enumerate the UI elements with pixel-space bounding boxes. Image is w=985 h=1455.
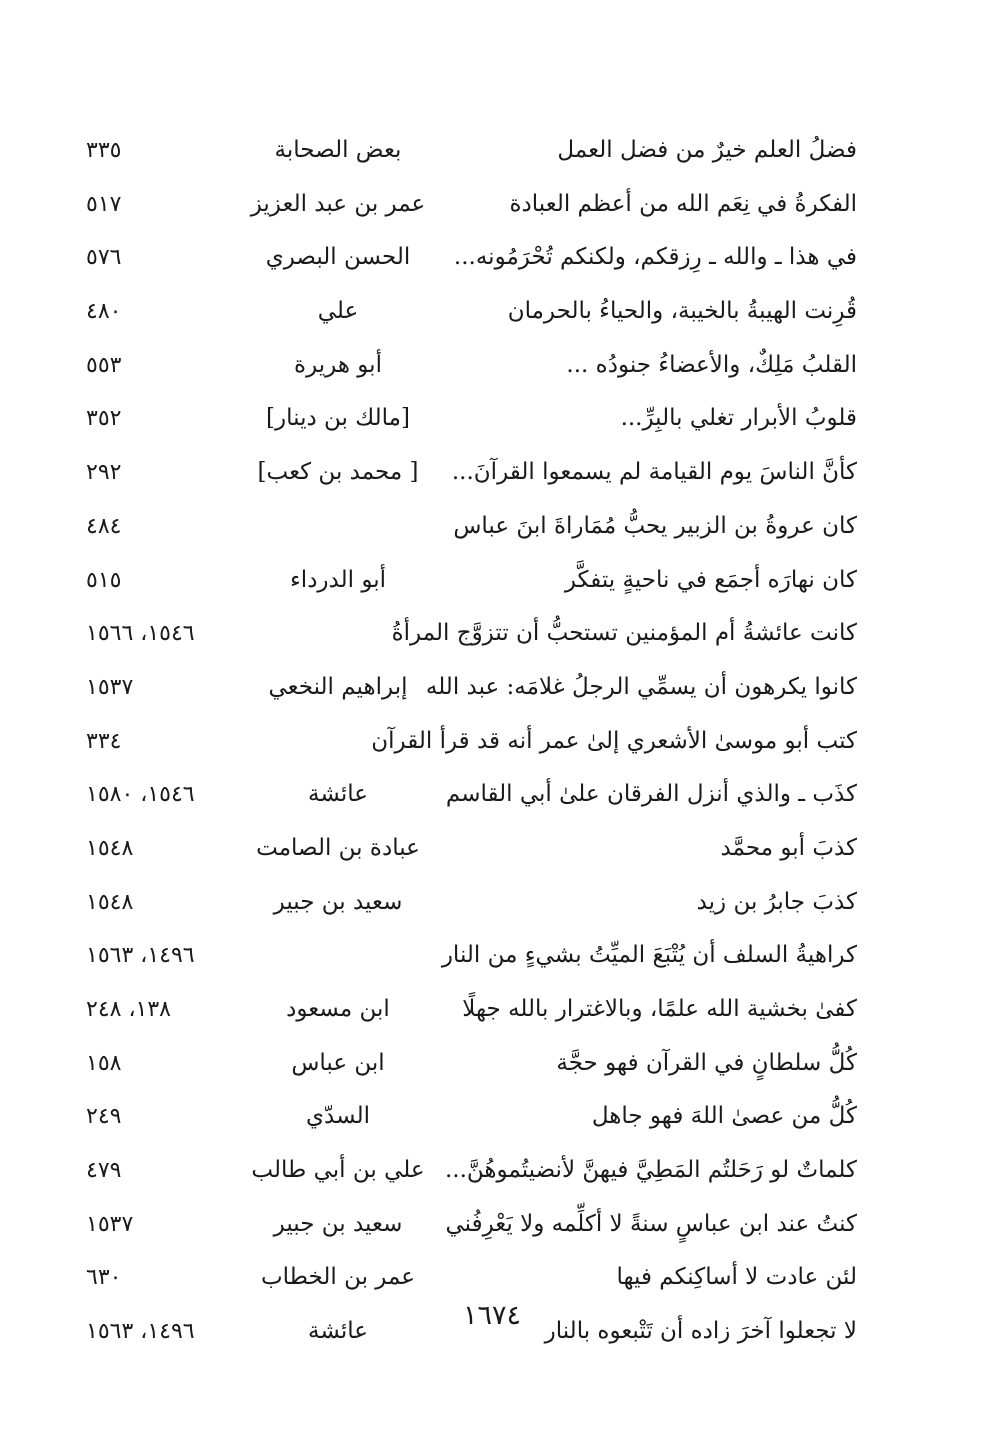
saying-text: كانوا يكرهون أن يسمِّي الرجلُ غلامَه: عبد الله xyxy=(425,673,857,700)
index-row xyxy=(0,768,985,822)
saying-text: كان عروةُ بن الزبير يحبُّ مُمَاراةَ ابنَ عباس xyxy=(453,512,857,539)
page-reference: ٥١٥ xyxy=(86,567,122,593)
page-reference: ٥٥٣ xyxy=(86,352,122,378)
narrator-name: عائشة xyxy=(308,781,368,808)
narrator-name: [مالك بن دينار] xyxy=(266,405,410,432)
page-reference: ٣٣٥ xyxy=(86,138,122,163)
index-row xyxy=(0,231,985,285)
narrator-name: [ محمد بن كعب] xyxy=(257,459,419,486)
saying-text: في هذا ـ والله ـ رِزقكم، ولكنكم تُحْرَمُونه... xyxy=(453,244,857,271)
page-reference: ٥٧٦ xyxy=(86,245,122,271)
sayings-index-table xyxy=(0,124,985,1359)
saying-text: لا تجعلوا آخرَ زاده أن تَتْبعوه بالنار xyxy=(544,1318,857,1345)
narrator-name xyxy=(238,715,438,769)
narrator-name: علي xyxy=(317,298,359,325)
saying-text: الفكرةُ في نِعَم الله من أعظم العبادة xyxy=(509,190,857,217)
page-reference: ٢٤٩ xyxy=(86,1104,122,1130)
page-reference: ١٤٩٦، ١٥٦٣ xyxy=(86,1319,195,1345)
index-row xyxy=(0,446,985,500)
narrator-name: عبادة بن الصامت xyxy=(256,834,420,861)
narrator-name: سعيد بن جبير xyxy=(273,888,403,915)
page-reference: ٥١٧ xyxy=(86,191,122,217)
saying-text: القلبُ مَلِكٌ، والأعضاءُ جنودُه ... xyxy=(566,351,857,378)
index-row xyxy=(0,500,985,554)
saying-text: كفىٰ بخشية الله علمًا، وبالاغترار بالله جهلًا xyxy=(462,996,857,1022)
page-reference: ١٥٣٧ xyxy=(86,674,134,700)
index-row xyxy=(0,661,985,715)
narrator-name: أبو الدرداء xyxy=(289,566,386,593)
saying-text: كان نهارَه أجمَع في ناحيةٍ يتفكَّر xyxy=(564,566,857,593)
page-reference: ٤٧٩ xyxy=(86,1158,122,1184)
index-row xyxy=(0,124,985,178)
page-reference: ١٥٤٨ xyxy=(86,889,134,915)
page-reference: ١٥٤٨ xyxy=(86,835,134,861)
saying-text: كُلُّ من عصىٰ اللهَ فهو جاهل xyxy=(591,1103,857,1130)
narrator-name: عمر بن الخطاب xyxy=(260,1264,415,1291)
page-reference: ٤٨٠ xyxy=(86,299,122,325)
narrator-name xyxy=(238,929,438,983)
index-row xyxy=(0,715,985,769)
index-row xyxy=(0,285,985,339)
page-reference: ٤٨٤ xyxy=(86,513,122,539)
saying-text: لئن عادت لا أساكِنكم فيها xyxy=(616,1264,857,1291)
narrator-name xyxy=(238,500,438,554)
narrator-name: بعض الصحابة xyxy=(274,137,402,163)
narrator-name: ابن عباس xyxy=(291,1049,385,1076)
saying-text: كراهيةُ السلف أن يُتْبَعَ الميِّتُ بشيءٍ من النار xyxy=(441,942,857,969)
narrator-name xyxy=(238,607,438,661)
page-reference: ١٣٨، ٢٤٨ xyxy=(86,997,171,1022)
page-reference: ١٥٣٧ xyxy=(86,1211,134,1237)
page-reference: ١٥٤٦، ١٥٦٦ xyxy=(86,621,195,647)
index-row xyxy=(0,1198,985,1252)
narrator-name: سعيد بن جبير xyxy=(273,1210,403,1237)
saying-text: فضلُ العلم خيرٌ من فضل العمل xyxy=(557,137,857,163)
saying-text: كأنَّ الناسَ يوم القيامة لم يسمعوا القرآنَ... xyxy=(451,459,857,486)
narrator-name: عمر بن عبد العزيز xyxy=(250,190,426,217)
page-reference: ١٥٤٦، ١٥٨٠ xyxy=(86,782,195,808)
index-row xyxy=(0,339,985,393)
narrator-name: ابن مسعود xyxy=(286,996,390,1022)
index-row xyxy=(0,607,985,661)
saying-text: كذبَ جابرُ بن زيد xyxy=(696,888,857,915)
saying-text: كذبَ أبو محمَّد xyxy=(720,834,857,861)
saying-text: قُرِنت الهيبةُ بالخيبة، والحياءُ بالحرمان xyxy=(507,298,857,325)
index-row xyxy=(0,1144,985,1198)
index-row xyxy=(0,178,985,232)
index-row xyxy=(0,822,985,876)
narrator-name: الحسن البصري xyxy=(265,244,411,271)
index-row xyxy=(0,392,985,446)
index-row xyxy=(0,876,985,930)
page-reference: ٢٩٢ xyxy=(86,460,122,486)
index-row xyxy=(0,983,985,1037)
saying-text: كانت عائشةُ أم المؤمنين تستحبُّ أن تتزوَّج المرأةُ xyxy=(391,620,857,647)
saying-text: كذَب ـ والذي أنزل الفرقان علىٰ أبي القاسم xyxy=(445,781,857,808)
narrator-name: عائشة xyxy=(308,1318,368,1345)
page-reference: ٣٣٤ xyxy=(86,728,122,754)
saying-text: كنتُ عند ابن عباسٍ سنةً لا أكلِّمه ولا يَعْرِفُني xyxy=(445,1210,857,1237)
narrator-name: أبو هريرة xyxy=(294,351,382,378)
index-row xyxy=(0,1037,985,1091)
page-reference: ١٥٨ xyxy=(86,1050,122,1076)
page-reference: ٦٣٠ xyxy=(86,1265,122,1291)
index-row xyxy=(0,554,985,608)
narrator-name: إبراهيم النخعي xyxy=(268,673,408,700)
saying-text: كلماتٌ لو رَحَلتُم المَطِيَّ فيهنَّ لأنضيتُموهُنَّ... xyxy=(444,1157,857,1184)
page-reference: ١٤٩٦، ١٥٦٣ xyxy=(86,943,195,969)
narrator-name: علي بن أبي طالب xyxy=(251,1157,425,1184)
saying-text: كُلُّ سلطانٍ في القرآن فهو حجَّة xyxy=(556,1049,857,1076)
narrator-name: السدّي xyxy=(306,1103,370,1130)
index-row xyxy=(0,1251,985,1305)
index-row xyxy=(0,929,985,983)
index-row xyxy=(0,1090,985,1144)
page-number: ١٦٧٤ xyxy=(462,1300,521,1331)
page-reference: ٣٥٢ xyxy=(86,406,122,432)
saying-text: كتب أبو موسىٰ الأشعري إلىٰ عمر أنه قد قرأ القرآن xyxy=(371,727,857,754)
saying-text: قلوبُ الأبرار تغلي بالبِرِّ... xyxy=(620,405,857,432)
